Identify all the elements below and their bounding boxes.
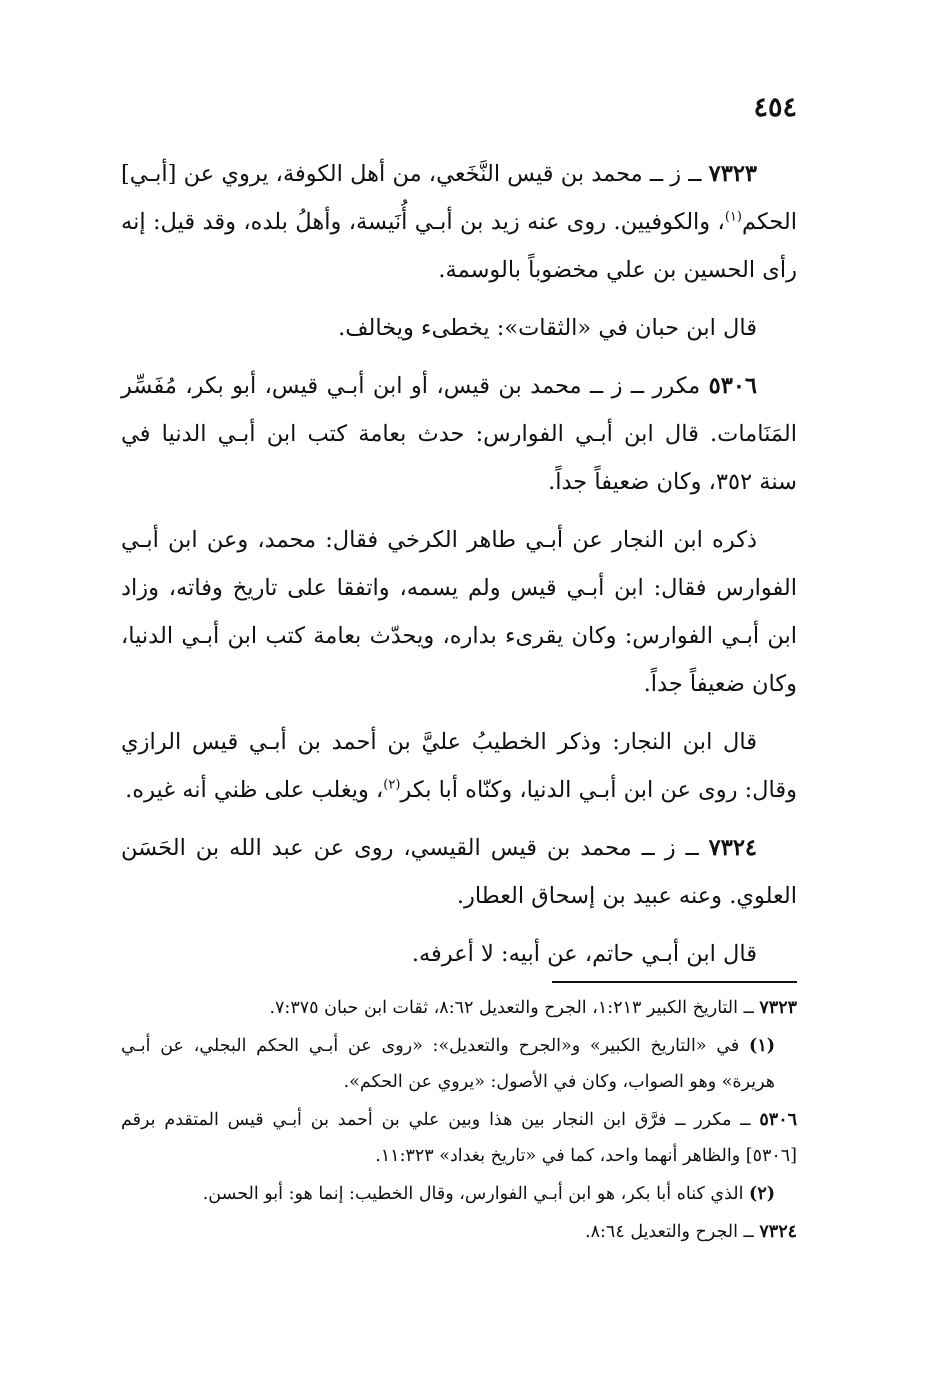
footnote-7323 — [121, 990, 797, 1026]
footnotes — [121, 990, 797, 1252]
main-text — [121, 150, 797, 988]
entry-number: ٧٣٢٣ — [708, 161, 757, 187]
footnote-ref[interactable]: (١) — [724, 209, 742, 225]
footnote-text: ــ مكرر ــ فرَّق ابن النجار بين هذا وبين علي بن أحمد بن أبـي قيس المتقدم برقم [٥٣٠٦] والظاهر أنهما واحد، كما في «تاريخ بغداد» ١١:٣٢٣. — [121, 1110, 797, 1166]
entry-7324 — [121, 824, 797, 920]
footnote-1 — [121, 1028, 797, 1100]
footnote-label: (١) — [749, 1036, 775, 1056]
entry-text: ــ ز ــ محمد بن قيس النَّخَعي، من أهل الكوفة، يروي عن [أبـي] الحكم — [121, 161, 797, 235]
quote-text-continued: ، ويغلب على ظني أنه غيره. — [125, 777, 384, 803]
entry-number: ٧٣٢٤ — [708, 835, 757, 861]
footnote-7324 — [121, 1214, 797, 1250]
footnote-ref[interactable]: (٢) — [383, 777, 401, 793]
footnote-label: ٧٣٢٤ — [759, 1222, 797, 1242]
quote-ibn-abi-hatim: قال ابن أبـي حاتم، عن أبيه: لا أعرفه. — [411, 941, 757, 967]
footnote-text: ــ الجرح والتعديل ٨:٦٤. — [585, 1222, 760, 1242]
footnote-label: ٧٣٢٣ — [759, 998, 797, 1018]
quote-text: قال ابن النجار: وذكر الخطيبُ عليَّ بن أحمد بن أبـي قيس الرازي وقال: روى عن ابن أبـي الدنيا، وكنّاه أبا بكر — [121, 729, 797, 803]
footnote-2 — [121, 1176, 797, 1212]
footnote-label: (٢) — [749, 1184, 775, 1204]
entry-5306 — [121, 362, 797, 506]
quote-ibn-hibban: قال ابن حبان في «الثقات»: يخطىء ويخالف. — [338, 315, 757, 341]
quote-ibn-najjar-khatib — [121, 718, 797, 814]
entry-text-continued: ، والكوفيين. روى عنه زيد بن أبـي أُنَيسة، وأهلُ بلده، وقد قيل: إنه رأى الحسين بن علي مخضوباً بالوسمة. — [121, 209, 797, 283]
footnote-text: ــ التاريخ الكبير ١:٢١٣، الجرح والتعديل ٨:٦٢، ثقات ابن حبان ٧:٣٧٥. — [269, 998, 760, 1018]
footnote-5306 — [121, 1102, 797, 1174]
quote-ibn-najjar: ذكره ابن النجار عن أبـي طاهر الكرخي فقال: محمد، وعن ابن أبـي الفوارس فقال: ابن أبـي قيس ولم يسمه، واتفقا على تاريخ وفاته، وزاد ابن أبـي الفوارس: وكان يقرىء بداره، ويحدّث بعامة كتب ابن أبـي الدنيا، وكان ضعيفاً جداً. — [121, 527, 797, 697]
footnote-label: ٥٣٠٦ — [759, 1110, 797, 1130]
page-number: ٤٥٤ — [753, 92, 797, 123]
entry-7323 — [121, 150, 797, 294]
footnote-text: في «التاريخ الكبير» و«الجرح والتعديل»: «روى عن أبـي الحكم البجلي، عن أبـي هريرة» وهو الصواب، وكان في الأصول: «يروي عن الحكم». — [121, 1036, 775, 1092]
footnote-divider — [552, 981, 797, 983]
entry-number: ٥٣٠٦ — [708, 373, 757, 399]
entry-text: مكرر ــ ز ــ محمد بن قيس، أو ابن أبـي قيس، أبو بكر، مُفَسِّر المَنَامات. قال ابن أبـي الفوارس: حدث بعامة كتب ابن أبـي الدنيا في سنة ٣٥٢، وكان ضعيفاً جداً. — [121, 373, 797, 495]
entry-text: ــ ز ــ محمد بن قيس القيسي، روى عن عبد الله بن الحَسَن العلوي. وعنه عبيد بن إسحاق العطار. — [121, 835, 797, 909]
footnote-text: الذي كناه أبا بكر، هو ابن أبـي الفوارس، وقال الخطيب: إنما هو: أبو الحسن. — [202, 1184, 750, 1204]
